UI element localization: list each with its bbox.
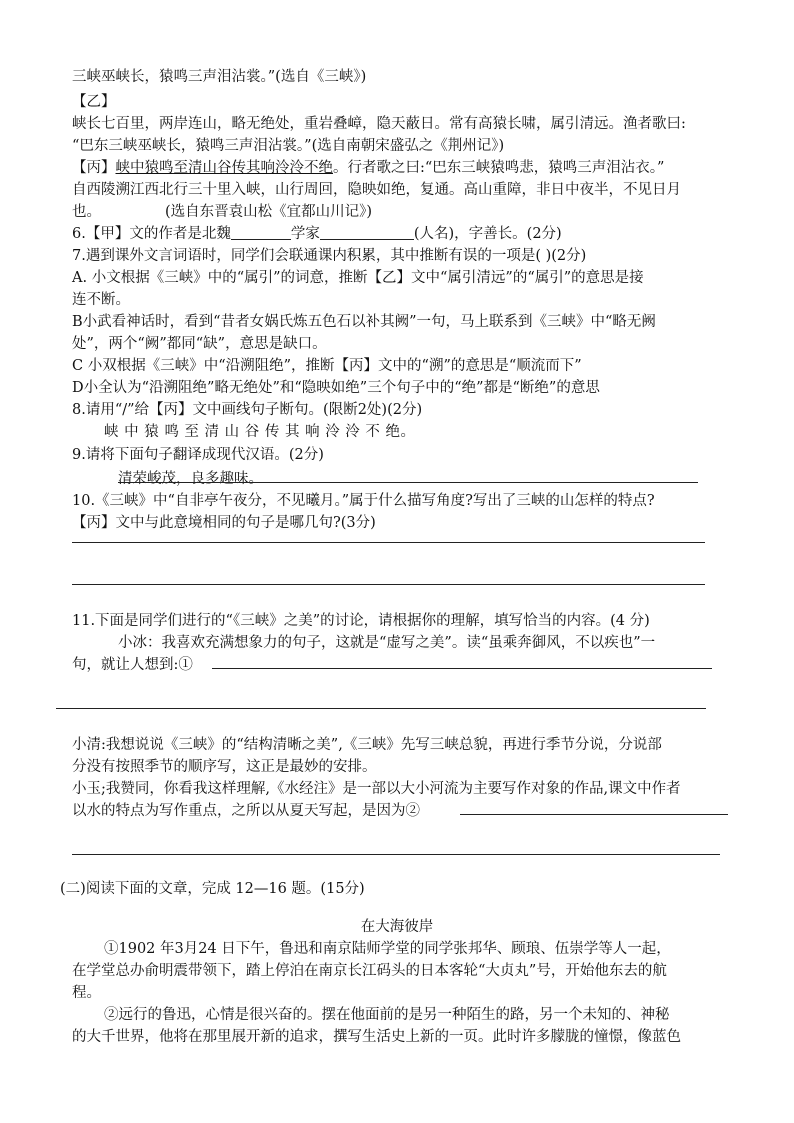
text-span: 。行者歌之曰:“巴东三峡猿鸣悲，猿鸣三声泪沾衣。” [333, 160, 665, 176]
text-line: 自西陵溯江西北行三十里入峡，山行周回，隐映如绝，复通。高山重障，非日中夜半，不见日月 [72, 182, 681, 198]
answer-line[interactable] [56, 708, 706, 709]
paragraph-1-cont: 程。 [72, 985, 101, 1001]
section-2-heading: (二)阅读下面的文章，完成 12—16 题。(15分) [60, 881, 365, 897]
option-a: A. 小文根据《三峡》中的“属引”的词意，推断【乙】文中“属引清远”的“属引”的意思是接 [72, 270, 644, 286]
text-line: 峡长七百里，两岸连山，略无绝处，重岩叠嶂，隐天蔽日。常有高猿长啸，属引清远。渔者歌曰: [72, 116, 686, 132]
source-note: (选自东晋袁山松《宜都山川记》) [165, 204, 373, 220]
paragraph-1: ①1902 年3月24 日下午，鲁迅和南京陆师学堂的同学张邦华、顾琅、伍崇学等人一起， [104, 941, 671, 957]
text-line: 三峡巫峡长，猿鸣三声泪沾裳。”(选自《三峡》) [72, 69, 367, 85]
speaker-xiaobing-cont: 句，就让人想到:① [72, 657, 193, 673]
paragraph-2-cont: 的大千世界，他将在那里展开新的追求，撰写生活史上新的一页。此时许多朦胧的憧憬，像蓝色 [72, 1029, 681, 1045]
question-11: 11.下面是同学们进行的“《三峡》之美”的讨论，请根据你的理解，填写恰当的内容。(4 分) [72, 613, 650, 629]
sentence-to-translate: 清荣峻茂，良多趣味。 [118, 471, 263, 487]
option-a-cont: 连不断。 [72, 292, 130, 308]
answer-line[interactable] [460, 814, 728, 815]
answer-line[interactable] [72, 854, 720, 855]
text-span: 也。 [72, 204, 101, 220]
question-7: 7.遇到课外文言词语时，同学们会联通课内积累，其中推断有误的一项是( )(2分) [72, 248, 587, 264]
speaker-xiaobing: 小冰：我喜欢充满想象力的句子，这就是“虚写之美”。读“虽乘奔御风，不以疾也”一 [118, 635, 656, 651]
answer-line[interactable] [72, 542, 705, 543]
answer-line[interactable] [118, 482, 698, 483]
answer-blank[interactable] [320, 225, 414, 240]
section-label-bing: 【丙】 [72, 160, 116, 176]
question-10-cont: 【丙】文中与此意境相同的句子是哪几句?(3分) [72, 515, 376, 531]
sentence-to-segment: 峡 中 猿 鸣 至 清 山 谷 传 其 响 泠 泠 不 绝。 [104, 424, 416, 440]
answer-line[interactable] [212, 668, 712, 669]
speaker-xiaoqing: 小清:我想说说《三峡》的“结构清晰之美”,《三峡》先写三峡总貌，再进行季节分说，分说部 [72, 737, 662, 753]
option-c: C 小双根据《三峡》中“沿溯阻绝”，推断【丙】文中的“溯”的意思是“顺流而下” [72, 358, 582, 374]
option-b: B小武看神话时，看到“昔者女娲氏炼五色石以补其阙”一句，马上联系到《三峡》中“略无阙 [72, 314, 656, 330]
answer-line[interactable] [72, 584, 705, 585]
speaker-xiaoyu-cont: 以水的特点为写作重点，之所以从夏天写起，是因为② [72, 803, 420, 819]
option-d: D小全认为“沿溯阻绝”略无绝处”和“隐映如绝”三个句子中的“绝”都是“断绝”的意思 [72, 380, 600, 396]
paragraph-2: ②远行的鲁迅，心情是很兴奋的。摆在他面前的是另一种陌生的路，另一个未知的、神秘 [104, 1007, 670, 1023]
text-line-bing [72, 157, 664, 179]
answer-blank[interactable] [231, 225, 291, 240]
text-span: 学家 [290, 226, 320, 242]
article-title: 在大海彼岸 [360, 919, 434, 935]
text-span: (人名)，字善长。(2分) [413, 226, 562, 242]
question-8: 8.请用“/”给【丙】文中画线句子断句。(限断2处)(2分) [72, 402, 423, 418]
question-9: 9.请将下面句子翻译成现代汉语。(2分) [72, 447, 324, 463]
question-10: 10.《三峡》中“自非亭午夜分，不见曦月。”属于什么描写角度?写出了三峡的山怎样的特点? [72, 493, 655, 509]
text-line: “巴东三峡巫峡长，猿鸣三声泪沾裳。”(选自南朝宋盛弘之《荆州记》) [72, 138, 505, 154]
option-b-cont: 处”，两个“阙”都同“缺”，意思是缺口。 [72, 336, 327, 352]
speaker-xiaoqing-cont: 分没有按照季节的顺序写，这正是最妙的安排。 [72, 759, 377, 775]
underlined-sentence: 峡中猿鸣至清山谷传其响泠泠不绝 [115, 160, 333, 176]
question-6 [72, 223, 562, 245]
section-label-yi: 【乙】 [72, 94, 116, 110]
text-line [72, 201, 372, 223]
text-span: 6.【甲】文的作者是北魏 [72, 226, 231, 242]
paragraph-1-cont: 在学堂总办俞明震带领下，踏上停泊在南京长江码头的日本客轮“大贞丸”号，开始他东去的航 [72, 963, 667, 979]
speaker-xiaoyu: 小玉;我赞同，你看我这样理解,《水经注》是一部以大小河流为主要写作对象的作品,课文中作者 [72, 781, 681, 797]
